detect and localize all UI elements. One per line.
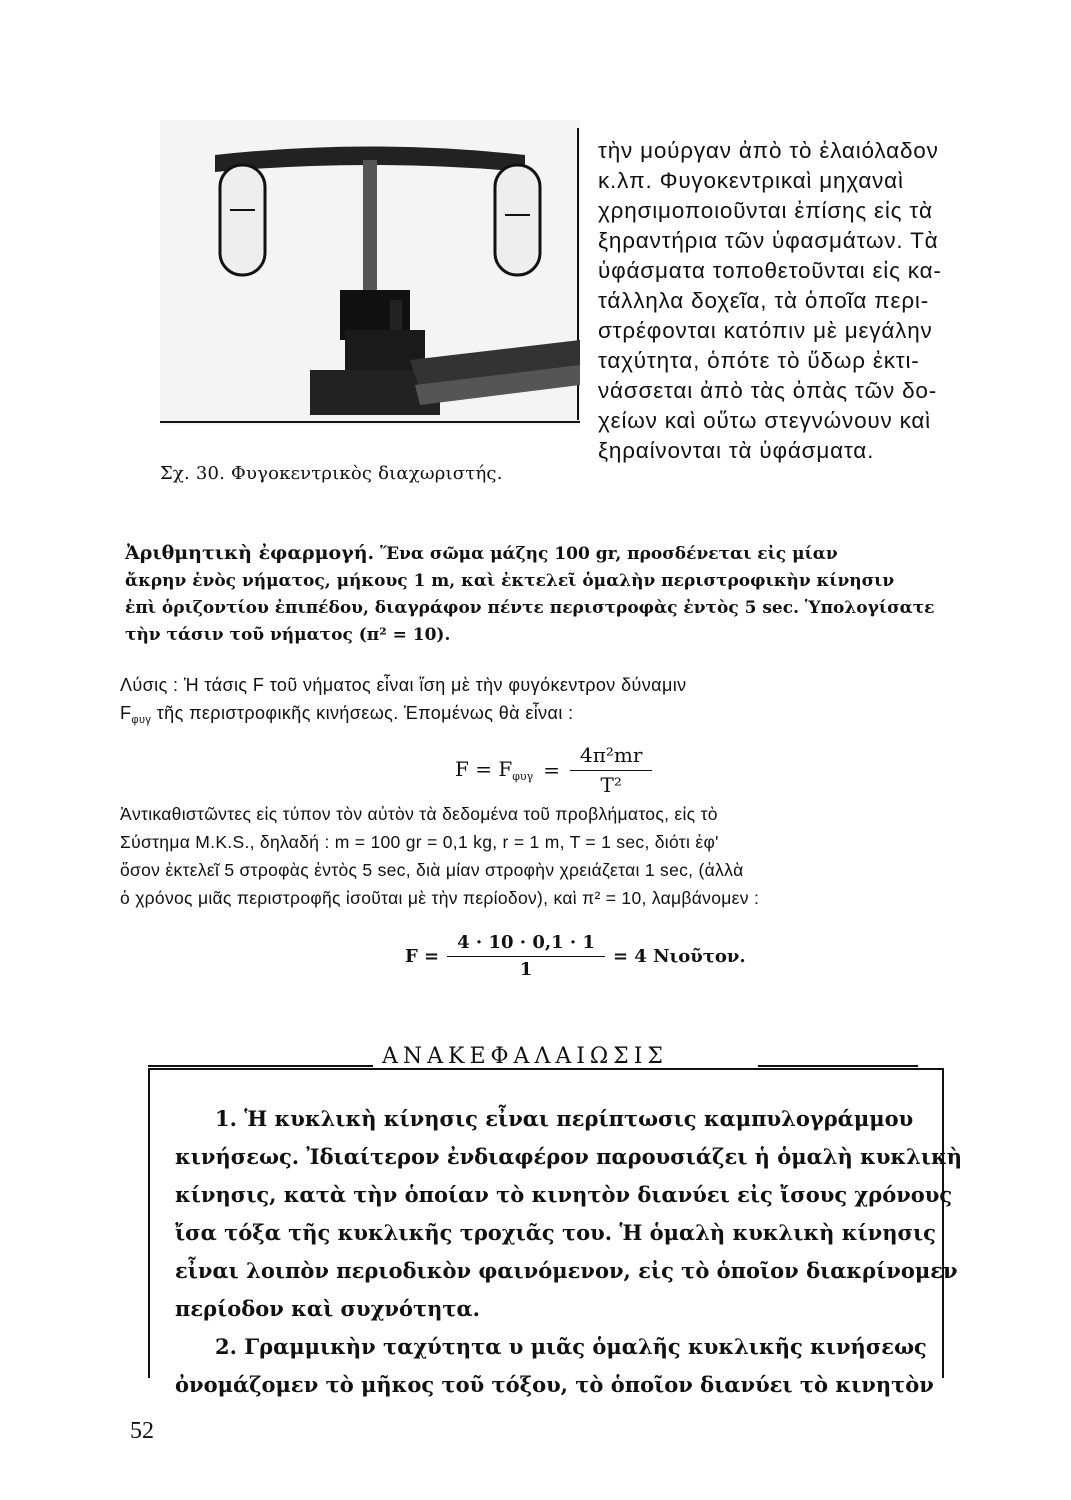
formula-lhs	[455, 757, 533, 783]
centripetal-formula	[455, 743, 652, 797]
denominator: T²	[600, 773, 622, 797]
formula-result: = 4 Νιοῦτον.	[612, 945, 746, 967]
text-line: τάλληλα δοχεῖα, τὰ ὁποῖα περι-	[598, 288, 930, 313]
text-line-rest: τῆς περιστροφικῆς κινήσεως. Ἑπομένως θὰ εἶναι :	[151, 703, 574, 723]
formula-lhs-text: F = F	[455, 757, 513, 781]
fraction	[570, 743, 652, 797]
substitution-paragraph	[120, 800, 1000, 912]
title-rule-left	[148, 1065, 373, 1067]
text-line	[120, 699, 1000, 734]
text-line: ἐπὶ ὁριζοντίου ἐπιπέδου, διαγράφον πέντε περιστροφὰς ἐντὸς 5 sec. Ὑπολογίσατε	[125, 598, 935, 618]
numerical-example	[125, 540, 995, 649]
text-line: ὑφάσματα τοποθετοῦνται εἰς κα-	[598, 258, 942, 283]
title-rule-right	[758, 1065, 918, 1067]
example-first-line	[125, 540, 995, 568]
text-line: ταχύτητα, ὁπότε τὸ ὕδωρ ἐκτι-	[598, 348, 920, 373]
text-line: ὁ χρόνος μιᾶς περιστροφῆς ἰσοῦται μὲ τὴν περίοδον), καὶ π² = 10, λαμβάνομεν :	[120, 888, 760, 908]
summary-line: περίοδον καὶ συχνότητα.	[175, 1296, 480, 1321]
text-line: Λύσις : Ἡ τάσις F τοῦ νήματος εἶναι ἴση μὲ τὴν φυγόκεντρον δύναμιν	[120, 675, 687, 695]
summary-title: ΑΝΑΚΕΦΑΛΑΙΩΣΙΣ	[382, 1044, 668, 1069]
text-line: κ.λπ. Φυγοκεντρικαὶ μηχαναὶ	[598, 168, 904, 193]
centrifuge-figure	[160, 120, 580, 425]
summary-line: ὀνομάζομεν τὸ μῆκος τοῦ τόξου, τὸ ὁποῖον διανύει τὸ κινητὸν	[175, 1372, 934, 1397]
force-symbol: F	[120, 703, 132, 723]
text-line: ξηραντήρια τῶν ὑφασμάτων. Τὰ	[598, 228, 939, 253]
text-line: χρησιμοποιοῦνται ἐπίσης εἰς τὰ	[598, 198, 933, 223]
summary-line: 2. Γραμμικὴν ταχύτητα υ μιᾶς ὁμαλῆς κυκλικῆς κινήσεως	[215, 1334, 927, 1359]
summary-line: εἶναι λοιπὸν περιοδικὸν φαινόμενον, εἰς τὸ ὁποῖον διακρίνομεν	[175, 1258, 958, 1283]
text-line: Σύστημα M.K.S., δηλαδή : m = 100 gr = 0,1 kg, r = 1 m, T = 1 sec, διότι ἐφ'	[120, 832, 719, 852]
solution-text	[120, 671, 1000, 734]
example-heading: Ἀριθμητικὴ ἐφαρμογή.	[125, 542, 375, 564]
summary-line: 1. Ἡ κυκλικὴ κίνησις εἶναι περίπτωσις καμπυλογράμμου	[215, 1106, 914, 1131]
figure-caption: Σχ. 30. Φυγοκεντρικὸς διαχωριστής.	[160, 463, 503, 484]
formula-subscript: φυγ	[512, 770, 534, 783]
summary-line: κινήσεως. Ἰδιαίτερον ἐνδιαφέρον παρουσιάζει ἡ ὁμαλὴ κυκλικὴ	[175, 1144, 963, 1169]
text-line: νάσσεται ἀπὸ τὰς ὀπὰς τῶν δο-	[598, 378, 938, 403]
summary-text	[175, 1100, 965, 1404]
example-first-line-text: Ἕνα σῶμα μάζης 100 gr, προσδένεται εἰς μίαν	[380, 544, 838, 564]
summary-line: ἴσα τόξα τῆς κυκλικῆς τροχιᾶς του. Ἡ ὁμαλὴ κυκλικὴ κίνησις	[175, 1220, 936, 1245]
numerator: 4π²mr	[570, 743, 652, 771]
centrifuge-illustration	[160, 120, 580, 425]
force-subscript: φυγ	[131, 714, 152, 726]
numerator: 4 · 10 · 0,1 · 1	[447, 932, 605, 957]
page-number: 52	[130, 1418, 154, 1444]
text-line: ξηραίνονται τὰ ὑφάσματα.	[598, 438, 875, 463]
result-formula	[405, 932, 746, 980]
equals-sign: =	[543, 758, 560, 782]
fraction	[447, 932, 605, 980]
text-line: ἄκρην ἑνὸς νήματος, μήκους 1 m, καὶ ἐκτελεῖ ὁμαλὴν περιστροφικὴν κίνησιν	[125, 571, 895, 591]
text-line: Ἀντικαθιστῶντες εἰς τύπον τὸν αὐτὸν τὰ δεδομένα τοῦ προβλήματος, εἰς τὸ	[120, 804, 718, 824]
summary-line: κίνησις, κατὰ τὴν ὁποίαν τὸ κινητὸν διανύει εἰς ἴσους χρόνους	[175, 1182, 953, 1207]
right-column-text	[598, 136, 993, 466]
formula-lhs: F =	[405, 945, 440, 967]
text-line: τὴν μούργαν ἀπὸ τὸ ἐλαιόλαδον	[598, 138, 939, 163]
text-line: χείων καὶ οὕτω στεγνώνουν καὶ	[598, 408, 931, 433]
text-line: στρέφονται κατόπιν μὲ μεγάλην	[598, 318, 933, 343]
text-line: τὴν τάσιν τοῦ νήματος (π² = 10).	[125, 625, 451, 645]
text-line: ὅσον ἐκτελεῖ 5 στροφὰς ἐντὸς 5 sec, διὰ μίαν στροφὴν χρειάζεται 1 sec, (ἀλλὰ	[120, 860, 744, 880]
denominator: 1	[519, 959, 533, 980]
